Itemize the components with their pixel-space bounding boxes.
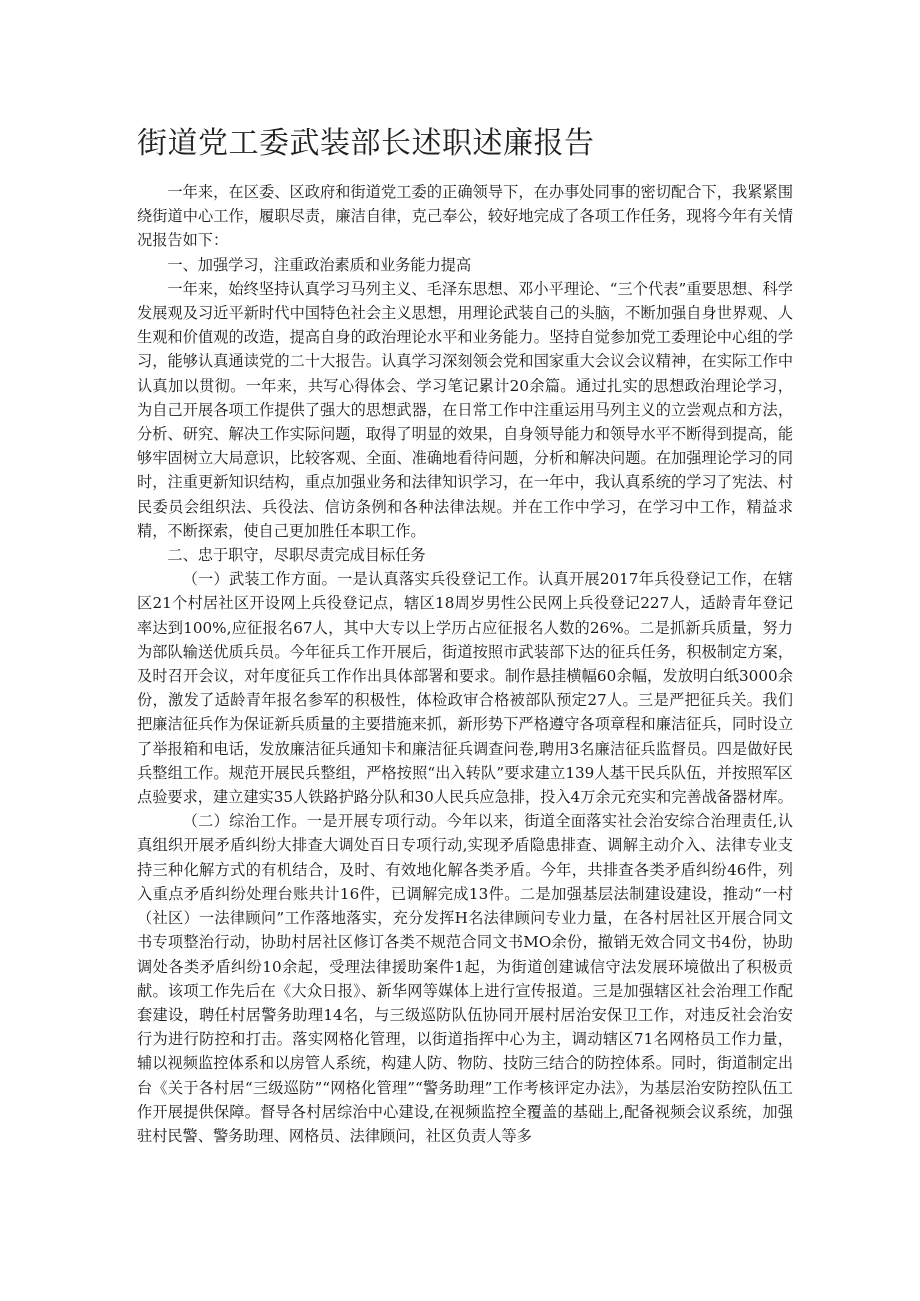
document-title: 街道党工委武装部长述职述廉报告 (137, 126, 595, 161)
section-2-heading: 二、忠于职守，尽职尽责完成目标任务 (167, 546, 426, 565)
section-1-paragraph: 一年来，始终坚持认真学习马列主义、毛泽东思想、邓小平理论、“三个代表”重要思想、科学发展观及习近平新时代中国特色社会主义思想，用理论武装自己的头脑，不断加强自身世界观、人生观和价值观的改造，提高自身的政治理论水平和业务能力。坚持自觉参加党工委理论中心组的学习，能够认真通读党的二十大报告。认真学习深刻领会党和国家重大会议会议精神，在实际工作中认真加以贯彻。一年来，共写心得体会、学习笔记累计20余篇。通过扎实的思想政治理论学习，为自己开展各项工作提供了强大的思想武器，在日常工作中注重运用马列主义的立尝观点和方法，分析、研究、解决工作实际问题，取得了明显的效果，自身领导能力和领导水平不断得到提高，能够牢固树立大局意识，比较客观、全面、准确地看待问题，分析和解决问题。在加强理论学习的同时，注重更新知识结构，重点加强业务和法律知识学习，在一年中，我认真系统的学习了宪法、村民委员会组织法、兵役法、信访条例和各种法律法规。并在工作中学习，在学习中工作，精益求精，不断探索，使自己更加胜任本职工作。 (137, 279, 793, 540)
section-2-paragraph-public-security: （二）综治工作。一是开展专项行动。今年以来，街道全面落实社会治安综合治理责任,认真组织开展矛盾纠纷大排查大调处百日专项行动,实现矛盾隐患排查、调解主动介入、法律专业支持三种化解方式的有机结合，及时、有效地化解各类矛盾。今年，共排查各类矛盾纠纷46件，列入重点矛盾纠纷处理台账共计16件，已调解完成13件。二是加强基层法制建设建设，推动“一村（社区）一法律顾问”工作落地落实，充分发挥H名法律顾问专业力量，在各村居社区开展合同文书专项整治行动，协助村居社区修订各类不规范合同文书MO余份，撤销无效合同文书4份，协助调处各类矛盾纠纷10余起，受理法律援助案件1起，为街道创建诚信守法发展环境做出了积极贡献。该项工作先后在《大众日报》、新华网等媒体上进行宣传报道。三是加强辖区社会治理工作配套建设，聘任村居警务助理14名，与三级巡防队伍协同开展村居治安保卫工作，对违反社会治安行为进行防控和打击。落实网格化管理，以街道指挥中心为主，调动辖区71名网格员工作力量，辅以视频监控体系和以房管人系统，构建人防、物防、技防三结合的防控体系。同时，街道制定出台《关于各村居“三级巡防”“网格化管理”“警务助理”工作考核评定办法》，为基层治安防控队伍工作开展提供保障。督导各村居综治中心建设,在视频监控全覆盖的基础上,配备视频会议系统，加强驻村民警、警务助理、网格员、法律顾问，社区负责人等多 (137, 812, 793, 1145)
section-2-paragraph-armed-forces: （一）武装工作方面。一是认真落实兵役登记工作。认真开展2017年兵役登记工作，在辖区21个村居社区开设网上兵役登记点，辖区18周岁男性公民网上兵役登记227人，适龄青年登记率达到100%,应征报名67人，其中大专以上学历占应征报名人数的26%。二是抓新兵质量，努力为部队输送优质兵员。今年征兵工作开展后，街道按照市武装部下达的征兵任务，积极制定方案，及时召开会议，对年度征兵工作作出具体部署和要求。制作悬挂横幅60余幅，发放明白纸3000余份，激发了适龄青年报名参军的积极性，体检政审合格被部队预定27人。三是严把征兵关。我们把廉洁征兵作为保证新兵质量的主要措施来抓，新形势下严格遵守各项章程和廉洁征兵，同时设立了举报箱和电话，发放廉洁征兵通知卡和廉洁征兵调查问卷,聘用3名廉洁征兵监督员。四是做好民兵整组工作。规范开展民兵整组，严格按照“出入转队”要求建立139人基干民兵队伍，并按照军区点验要求，建立建实35人铁路护路分队和30人民兵应急排，投入4万余元充实和完善战备器材库。 (137, 570, 793, 807)
intro-paragraph: 一年来，在区委、区政府和街道党工委的正确领导下，在办事处同事的密切配合下，我紧紧围绕街道中心工作，履职尽责，廉洁自律，克己奉公，较好地完成了各项工作任务，现将今年有关情况报告如下： (137, 183, 793, 250)
section-1-heading: 一、加强学习，注重政治素质和业务能力提高 (167, 255, 472, 274)
document-body (137, 180, 793, 1148)
